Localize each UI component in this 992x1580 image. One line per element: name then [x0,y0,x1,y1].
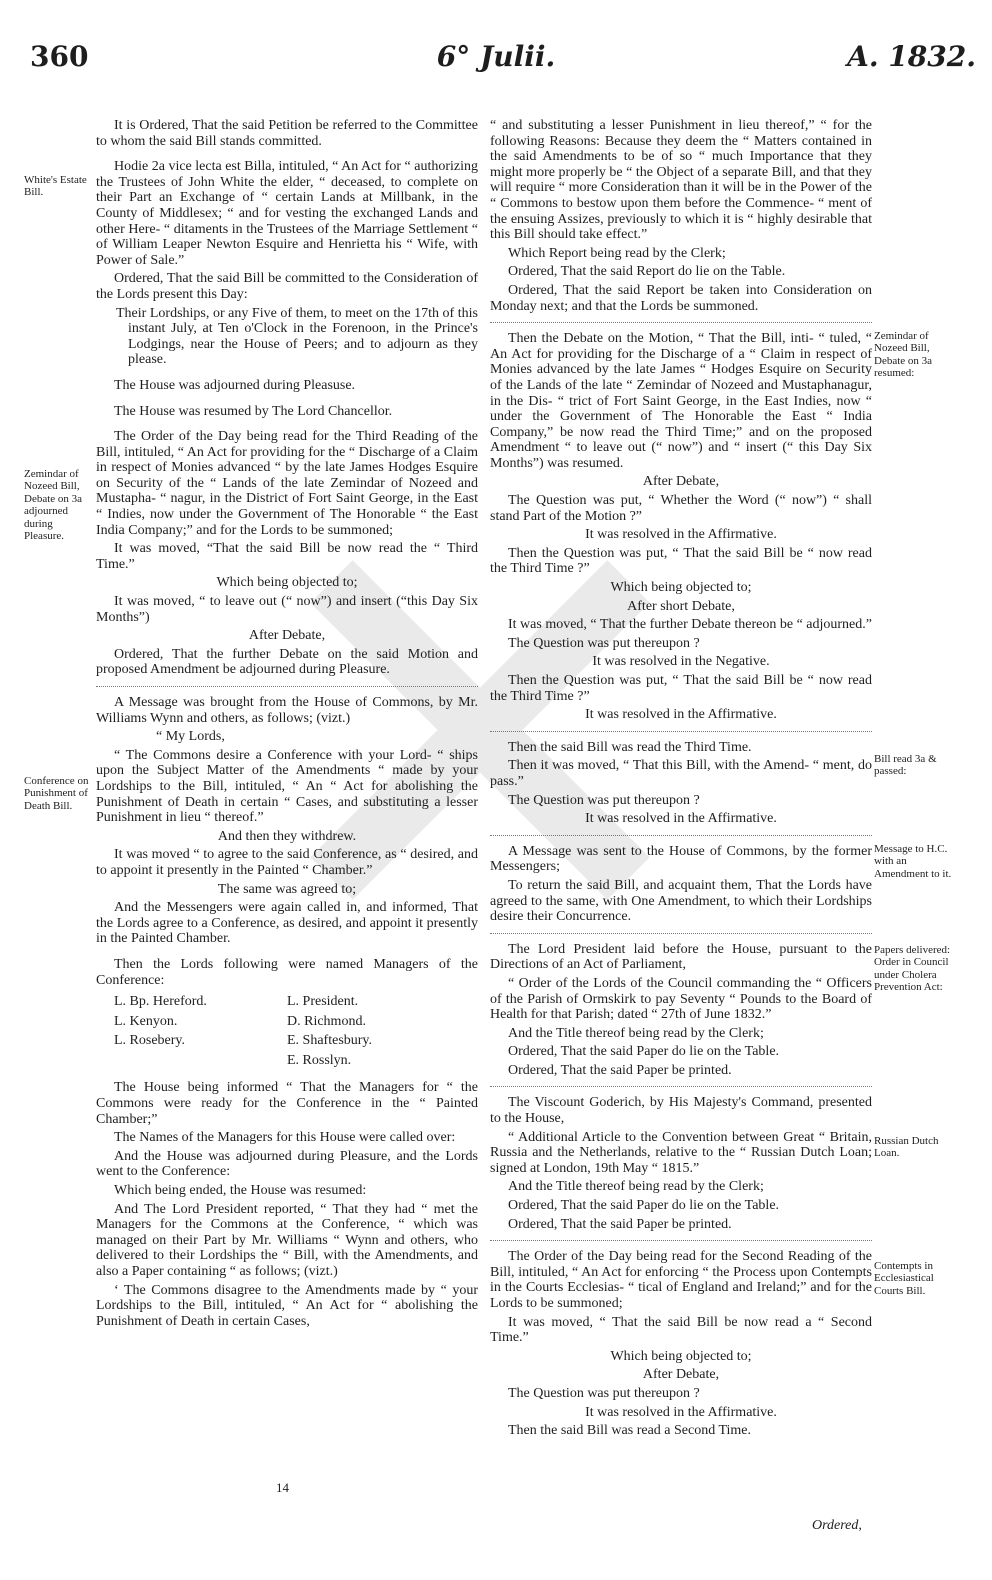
margin-note-contempts: Contempts in Ecclesiastical Courts Bill. [874,1260,934,1297]
paragraph: Which being objected to; [216,575,358,591]
paragraph: A Message was sent to the House of Commons, by the former Messengers; [490,843,872,875]
paragraph: The House being informed “ That the Managers for “ the Commons were ready for the Conference in the “ Painted Chamber;” [96,1080,478,1127]
paragraph: And the Messengers were again called in, and informed, That the Lords agree to a Conference, as desired, and appoint it presently in the Painted Chamber. [96,900,478,947]
paragraph: The Order of the Day being read for the Second Reading of the Bill, intituled, “ An Act for enforcing “ the Process upon Contempts in the Courts Ecclesias- “ tical of England and Ireland;” and for the Lords to be summoned; [490,1249,872,1311]
paragraph: Ordered, That the said Paper do lie on the Table. [508,1198,780,1214]
signature-mark: 14 [276,1480,289,1495]
paragraph: Which being ended, the House was resumed: [114,1183,367,1199]
paragraph: The Lord President laid before the House, pursuant to the Directions of an Act of Parliament, [490,941,872,973]
paragraph: It was moved, “ That the said Bill be now read a “ Second Time.” [490,1314,872,1346]
manager-name: E. Shaftesbury. [287,1033,373,1049]
margin-note-whites-estate: White's Estate Bill. [24,174,87,199]
paragraph: And The Lord President reported, “ That they had “ met the Managers for the Commons at the Conference, “ which was managed on their Part by Mr. Williams “ Wynn and others, who delivered to their Lordships the “ Bill, with the Amendments, and also a Paper containing “ as follows; (vizt.) [96,1201,478,1279]
managers-list [96,994,478,1072]
paragraph: The Question was put thereupon ? [508,792,700,808]
right-column [490,118,872,1442]
paragraph: “ and substituting a lesser Punishment in lieu thereof,” “ for the following Reasons: Because they deem the “ Matters contained in the said Amendments to be of so “ much Importance that they might more properly be “ the Object of a separate Bill, and that they will require “ more Consideration than it will be in the Power of the “ Commons to bestow upon them before the Commence- “ ment of the ensuing Assizes, previously to which it is “ highly desirable that this Bill should take effect.” [490,118,872,243]
paragraph: And the House was adjourned during Pleasure, and the Lords went to the Conference: [96,1148,478,1180]
paragraph: “ Order of the Lords of the Council commanding the “ Officers of the Parish of Ormskirk to pay Seventy “ Pounds to the Board of Health for that Parish; dated “ 27th of June 1832.” [490,975,872,1023]
paragraph: It was moved “ to agree to the said Conference, as “ desired, and to appoint it presently in the Painted “ Chamber.” [96,847,478,878]
paragraph: The Names of the Managers for this House were called over: [114,1130,456,1146]
paragraph: The House was adjourned during Pleasuse. [114,377,356,393]
paragraph: It was moved, “ That the further Debate thereon be “ adjourned.” [508,617,872,633]
margin-note-russian-loan: Russian Dutch Loan. [874,1135,939,1160]
left-column [96,118,478,1332]
page-number: 360 [30,40,89,73]
manager-name: L. Bp. Hereford. [114,994,207,1010]
paragraph: It was resolved in the Affirmative. [585,1404,777,1420]
paragraph: Then the Question was put, “ That the said Bill be “ now read the Third Time ?” [490,673,872,704]
manager-name: E. Rosslyn. [287,1052,352,1068]
paragraph: After Debate, [248,628,326,644]
running-year: A. 1832. [847,40,976,73]
paragraph: Ordered, That the said Report do lie on the Table. [508,264,786,280]
section-rule [490,1240,872,1241]
paragraph: It is Ordered, That the said Petition be referred to the Committee to whom the said Bill stands committed. [96,118,478,149]
manager-name: L. Rosebery. [114,1033,186,1049]
paragraph: “ The Commons desire a Conference with your Lord- “ ships upon the Subject Matter of the Amendments “ made by your Lordships to the Bill, intituled, “ An “ Act for abolishing the Punishment of Death in certain “ Cases, and substituting a lesser Punishment in lieu “ thereof.” [96,747,478,826]
paragraph: It was resolved in the Affirmative. [585,811,777,827]
paragraph: Then the Lords following were named Managers of the Conference: [96,956,478,988]
section-rule [96,686,478,687]
paragraph: It was moved, “ to leave out (“ now”) and insert (“this Day Six Months”) [96,594,478,625]
paragraph: A Message was brought from the House of Commons, by Mr. Williams Wynn and others, as follows; (vizt.) [96,695,478,726]
margin-note-papers-delivered: Papers delivered: Order in Council under Cholera Prevention Act: [874,944,951,994]
section-rule [490,933,872,934]
margin-note-zemindar-resumed: Zemindar of Nozeed Bill, Debate on 3a resumed: [874,330,933,380]
paragraph: Ordered, That the said Report be taken into Consideration on Monday next; and that the Lords be summoned. [490,282,872,314]
margin-note-bill-passed: Bill read 3a & passed: [874,753,937,778]
paragraph: Hodie 2a vice lecta est Billa, intituled, “ An Act for “ authorizing the Trustees of John White the elder, “ deceased, to complete on their Part an Exchange of “ certain Lands at Millbank, in the County of Middlesex; “ and for vesting the exchanged Lands and other Here- “ ditaments in the Trustees of the Marriage Settlement “ of William Leaper Newton Esquire and Henrietta his “ Wife, with Power of Sale.” [96,159,478,268]
paragraph: The Question was put thereupon ? [508,1385,700,1401]
paragraph: The Question was put thereupon ? [508,635,700,651]
paragraph: The House was resumed by The Lord Chancellor. [114,403,393,419]
paragraph: And the Title thereof being read by the Clerk; [508,1179,764,1195]
margin-note-zemindar-adjourned: Zemindar of Nozeed Bill, Debate on 3a adjourned during Pleasure. [24,468,83,543]
paragraph: Ordered, That the said Bill be committed to the Consideration of the Lords present this Day: [96,271,478,302]
catchword: Ordered, [812,1518,862,1533]
paragraph: The Viscount Goderich, by His Majesty's Command, presented to the House, [490,1095,872,1127]
paragraph: It was resolved in the Negative. [592,654,770,670]
paragraph: After Debate, [642,474,720,490]
paragraph: The Order of the Day being read for the Third Reading of the Bill, intituled, “ An Act for providing for the “ Discharge of a Claim in respect of Monies advanced “ by the late James Hodges Esquire on Security of the “ Lands of the late Zemindar of Nozeed and Mustapha- “ nagur, in the District of Fort Saint George, in the East “ Indies, now under the Government of The Honorable “ the East India Company;” and for the Lords to be summoned; [96,429,478,538]
paragraph: Then the said Bill was read the Third Time. [508,739,752,755]
section-rule [490,1086,872,1087]
margin-note-message-hc: Message to H.C. with an Amendment to it. [874,843,952,880]
section-rule [490,322,872,323]
paragraph: Ordered, That the further Debate on the said Motion and proposed Amendment be adjourned during Pleasure. [96,646,478,678]
manager-name: L. President. [287,994,359,1010]
paragraph: The same was agreed to; [217,881,357,897]
running-date: 6° Julii. [436,40,556,73]
manager-name: D. Richmond. [287,1013,366,1029]
paragraph: Which being objected to; [610,580,752,596]
paragraph: Then the Question was put, “ That the said Bill be “ now read the Third Time ?” [490,545,872,577]
paragraph: Then the Debate on the Motion, “ That the Bill, inti- “ tuled, “ An Act for providing for the Discharge of a “ Claim in respect of Monies advanced by the late James “ Hodges Esquire on Security of the Lands of the late “ Zemindar of Nozeed and Mustaphanagur, in the Dis- “ trict of Fort Saint George, in the East Indies, now “ under the Government of The Honorable the East “ India Company,” be now read the Third Time;” and on the proposed Amendment “ to leave out (“ now”) and “ insert (“ this Day Six Months”) was resumed. [490,331,872,471]
paragraph: After Debate, [642,1367,720,1383]
paragraph: And the Title thereof being read by the Clerk; [508,1025,764,1041]
paragraph: To return the said Bill, and acquaint them, That the Lords have agreed to the same, with One Amendment, to which their Lordships desire their Concurrence. [490,877,872,925]
paragraph: Then the said Bill was read a Second Time. [508,1423,752,1439]
paragraph: ‘ The Commons disagree to the Amendments made by “ your Lordships to the Bill, intituled, “ An Act for “ abolishing the Punishment of Death in certain Cases, [96,1282,478,1329]
margin-note-conference: Conference on Punishment of Death Bill. [24,775,89,812]
paragraph: “ My Lords, [156,729,225,745]
paragraph: The Question was put, “ Whether the Word (“ now”) “ shall stand Part of the Motion ?” [490,493,872,524]
paragraph: Then it was moved, “ That this Bill, with the Amend- “ ment, do pass.” [490,758,872,789]
paragraph: It was moved, “That the said Bill be now read the “ Third Time.” [96,541,478,572]
paragraph: Ordered, That the said Paper be printed. [508,1216,732,1232]
paragraph: Ordered, That the said Paper do lie on the Table. [508,1044,780,1060]
section-rule [490,835,872,836]
paragraph: Their Lordships, or any Five of them, to meet on the 17th of this instant July, at Ten o'Clock in the Forenoon, in the Prince's Lodgings, near the House of Peers; and to adjourn as they please. [116,305,478,368]
paragraph: Ordered, That the said Paper be printed. [508,1062,732,1078]
manager-name: L. Kenyon. [114,1013,178,1029]
paragraph: It was resolved in the Affirmative. [585,527,777,543]
paragraph: And then they withdrew. [217,828,357,844]
paragraph: Which being objected to; [610,1348,752,1364]
paragraph: After short Debate, [627,598,735,614]
section-rule [490,731,872,732]
paragraph: It was resolved in the Affirmative. [585,707,777,723]
paragraph: “ Additional Article to the Convention between Great “ Britain, Russia and the Netherlands, relative to the “ Russian Dutch Loan; signed at London, 19th May “ 1815.” [490,1129,872,1176]
paragraph: Which Report being read by the Clerk; [508,245,726,261]
